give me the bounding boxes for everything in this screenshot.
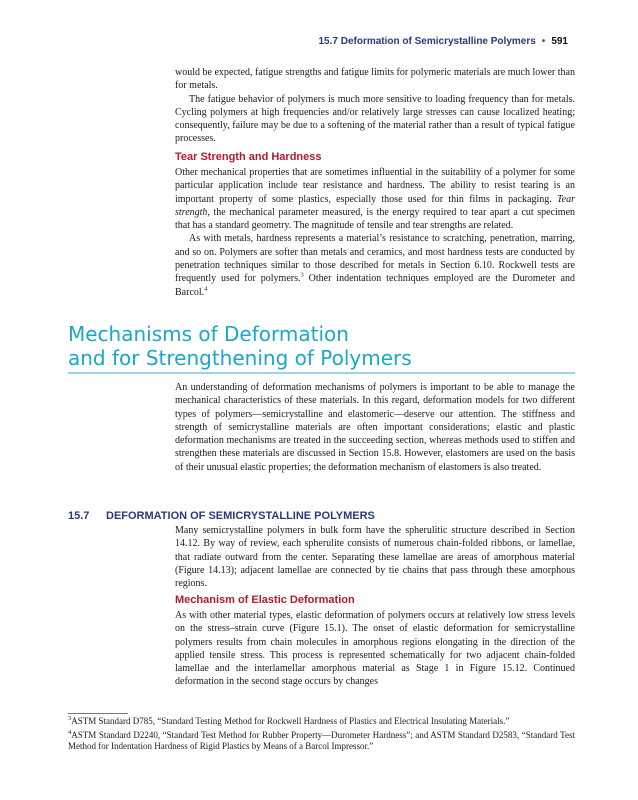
tear-hardness-block	[175, 151, 575, 299]
footnotes	[68, 716, 575, 755]
mechanisms-title-line2: and for Strengthening of Polymers	[68, 346, 412, 370]
footnote-text-3: ASTM Standard D785, “Standard Testing Method for Rockwell Hardness of Plastics and Electrical Insulating Materials.”	[71, 716, 510, 726]
mechanisms-block	[175, 381, 575, 474]
footnote-text-4: ASTM Standard D2240, “Standard Test Method for Rubber Property—Durometer Hardness”; and ASTM Standard D2583, “Standard Test Method for Indentation Hardness of Rigid Plastics by Means of a Barcol Impressor.”	[68, 729, 575, 751]
hardness-paragraph	[175, 232, 575, 298]
footnote-rule	[68, 713, 128, 714]
mechanisms-title	[68, 322, 412, 370]
footnote-mark-4: 4	[68, 728, 72, 736]
intro-block	[175, 66, 575, 146]
footnote-ref-3[interactable]: 3	[300, 272, 304, 280]
footnote-3	[68, 716, 575, 728]
hardness-text-b: Other indentation techniques employed are the Durometer and Barcol.	[175, 273, 575, 298]
tear-text-a: Other mechanical properties that are sometimes influential in the suitability of a polymer for some particular application include tear resistance and hardness. The ability to resist tearing is an important property of some plastics, especially those used for thin films in packaging.	[175, 167, 575, 205]
mechanisms-paragraph: An understanding of deformation mechanisms of polymers is important to be able to manage the mechanical characteristics of these materials. In this regard, deformation models for two different types of polymers—semicrystalline and elastomeric—deserve our attention. The stiffness and strength of semicrystalline materials are often important considerations; elastic and plastic deformation mechanisms are treated in the succeeding section, whereas methods used to stiffen and strengthen these materials are discussed in Section 15.8. However, elastomers are used on the basis of their unusual elastic properties; the deformation mechanism of elastomers is also treated.	[175, 382, 575, 473]
tear-text-b: the mechanical parameter measured, is the energy required to tear apart a cut specimen that has a standard geometry. The magnitude of tensile and tear strengths are related.	[175, 206, 576, 232]
footnote-4	[68, 730, 575, 753]
footnote-ref-4[interactable]: 4	[204, 285, 208, 293]
title-divider	[68, 372, 575, 374]
footnote-mark-3: 3	[68, 715, 72, 722]
fatigue-paragraph-2: The fatigue behavior of polymers is much more sensitive to loading frequency than for metals. Cycling polymers at high frequencies and/or relatively large stresses can cause localized heating; consequently, failure may be due to a softening of the material rather than a result of typical fatigue processes.	[175, 93, 575, 145]
page-number: 591	[551, 36, 568, 47]
hardness-text-a: As with metals, hardness represents a material’s resistance to scratching, penetration, marring, and so on. Polymers are softer than metals and ceramics, and most hardness tests are conducted by penetration techniques similar to those described for metals in Section 6.10. Rockwell tests are frequently used for polymers.	[175, 233, 575, 285]
section-number: 15.7	[68, 510, 90, 522]
section-block	[175, 524, 575, 590]
running-header	[318, 36, 568, 47]
section-title: DEFORMATION OF SEMICRYSTALLINE POLYMERS	[106, 510, 375, 522]
elastic-paragraph: As with other material types, elastic deformation of polymers occurs at relatively low stress levels on the stress–strain curve (Figure 15.1). The onset of elastic deformation for semicrystalline polymers results from chain molecules in amorphous regions elongating in the direction of the applied tensile stress. This process is represented schematically for two adjacent chain-folded lamellae and the interlamellar amorphous material as Stage 1 in Figure 15.12. Continued deformation in the second stage occurs by changes	[175, 610, 575, 688]
header-bullet: •	[541, 36, 546, 47]
elastic-heading: Mechanism of Elastic Deformation	[175, 594, 355, 606]
semicrystalline-paragraph: Many semicrystalline polymers in bulk form have the spherulitic structure described in Section 14.12. By way of review, each spherulite consists of numerous chain-folded ribbons, or lamellae, that radiate outward from the center. Separating these lamellae are areas of amorphous material (Figure 14.13); adjacent lamellae are connected by tie chains that pass through these amorphous regions.	[175, 525, 575, 590]
tear-paragraph	[175, 166, 575, 232]
running-header-title: 15.7 Deformation of Semicrystalline Polymers	[318, 36, 536, 47]
section-heading	[68, 510, 375, 522]
tear-hardness-heading: Tear Strength and Hardness	[175, 151, 322, 163]
tear-strength-term: Tear strength,	[175, 193, 575, 218]
mechanisms-title-line1: Mechanisms of Deformation	[68, 322, 349, 346]
elastic-block	[175, 594, 575, 689]
fatigue-paragraph-1: would be expected, fatigue strengths and fatigue limits for polymeric materials are much lower than for metals.	[175, 67, 575, 92]
